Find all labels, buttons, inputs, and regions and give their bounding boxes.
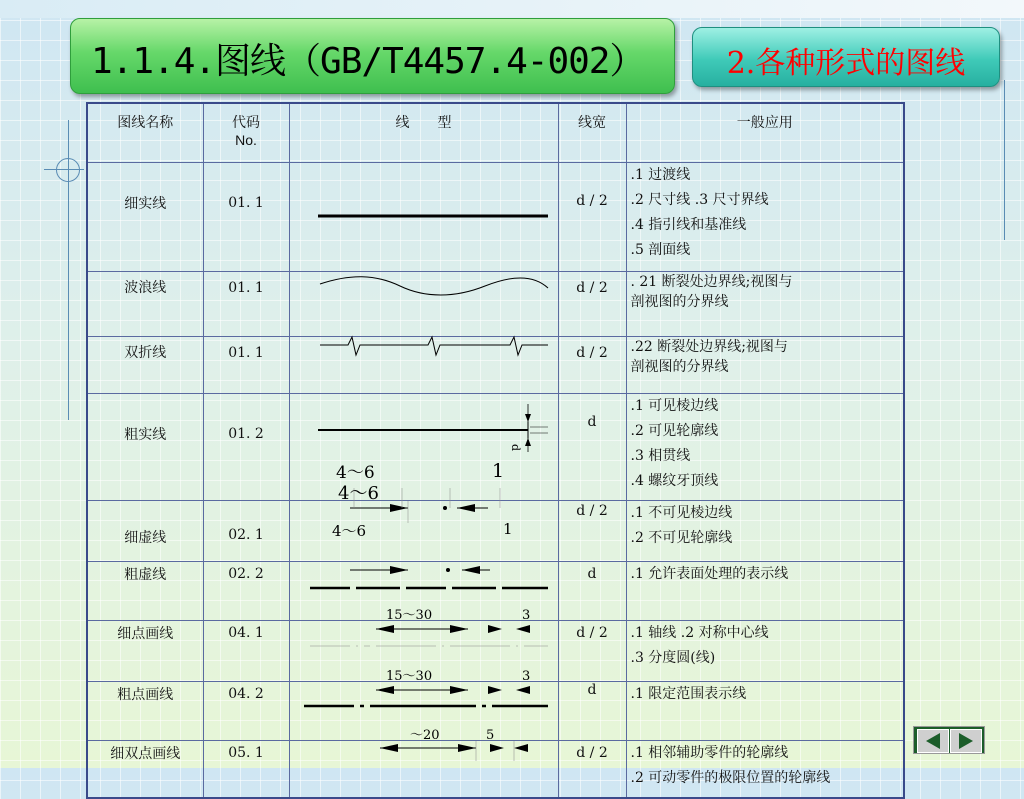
- row-width: d: [558, 682, 626, 741]
- app-line: .1 过渡线: [630, 167, 691, 183]
- wavy-line-sample: [290, 272, 558, 332]
- dot-length-label: 15～30: [385, 608, 432, 623]
- header-name: 图线名称: [87, 103, 203, 163]
- title-banner: [70, 18, 675, 94]
- row-width: d / 2: [558, 501, 626, 562]
- row-width: d: [558, 394, 626, 501]
- app-line: .1 限定范围表示线: [630, 686, 747, 702]
- dash-length-label-thin: 4～6: [336, 463, 375, 483]
- top-gradient-band: [0, 0, 1024, 18]
- app-line: .1 相邻辅助零件的轮廓线: [630, 745, 789, 761]
- table-row: [87, 562, 904, 621]
- row-app: [626, 682, 904, 741]
- table-row: [87, 394, 904, 501]
- line-types-table: [86, 102, 905, 799]
- header-row: [87, 103, 904, 163]
- row-app: [626, 621, 904, 682]
- row-code: 01. 1: [203, 272, 289, 337]
- row-width: d / 2: [558, 163, 626, 272]
- dash-length-label: 4～6: [337, 483, 379, 504]
- row-width: d / 2: [558, 621, 626, 682]
- dash-length-label-thick: 4～6: [332, 522, 367, 540]
- thick-solid-line-sample: [290, 394, 558, 496]
- row-app: [626, 272, 904, 337]
- row-code: 01. 2: [203, 394, 289, 501]
- thin-solid-line-sample: [290, 163, 558, 267]
- row-app: [626, 741, 904, 799]
- double-gap-label: 5: [485, 728, 494, 743]
- row-name: 波浪线: [87, 272, 203, 337]
- header-code-sub: No.: [235, 132, 257, 148]
- table-row: [87, 163, 904, 272]
- prev-slide-button[interactable]: [917, 729, 949, 753]
- row-code: 04. 1: [203, 621, 289, 682]
- subtitle-banner: [692, 27, 1000, 87]
- header-code: [203, 103, 289, 163]
- header-app: 一般应用: [626, 103, 904, 163]
- app-line: .1 允许表面处理的表示线: [630, 566, 789, 582]
- row-name: 粗虚线: [87, 562, 203, 621]
- header-type: 线 型: [289, 103, 558, 163]
- row-line-sample: [289, 483, 558, 562]
- thin-double-dash-dot-line-sample: [290, 728, 558, 793]
- table-row: [87, 501, 904, 562]
- table-row: [87, 682, 904, 741]
- app-line: .5 剖面线: [630, 242, 691, 258]
- decor-circle: [56, 158, 80, 182]
- row-code: 01. 1: [203, 337, 289, 394]
- triangle-right-icon: [951, 730, 981, 752]
- row-app: [626, 562, 904, 621]
- app-line: .2 可见轮廓线: [630, 423, 719, 439]
- decor-vertical-line-right: [1004, 80, 1005, 240]
- row-name: 双折线: [87, 337, 203, 394]
- row-line-sample: [289, 394, 558, 501]
- app-line: 剖视图的分界线: [630, 294, 729, 310]
- row-app: [626, 163, 904, 272]
- app-line: .2 不可见轮廓线: [630, 530, 733, 546]
- row-name: 粗点画线: [87, 682, 203, 741]
- dash-gap-label-thick: 1: [503, 520, 513, 538]
- triangle-left-icon: [918, 730, 948, 752]
- row-width: d / 2: [558, 741, 626, 799]
- app-line: .1 轴线 .2 对称中心线: [630, 625, 769, 641]
- row-line-sample: [289, 728, 558, 799]
- row-code: 04. 2: [203, 682, 289, 741]
- row-app: [626, 337, 904, 394]
- row-line-sample: [289, 272, 558, 337]
- thin-dashed-line-sample: [290, 483, 558, 557]
- row-width: d / 2: [558, 337, 626, 394]
- table-row: [87, 272, 904, 337]
- row-code: 05. 1: [203, 741, 289, 799]
- app-line: . 21 断裂处边界线;视图与: [630, 274, 793, 290]
- app-line: .3 分度圆(线): [630, 650, 716, 666]
- app-line: .1 不可见棱边线: [630, 505, 733, 521]
- app-line: .22 断裂处边界线;视图与: [630, 339, 788, 355]
- double-break-line-sample: [290, 337, 558, 389]
- row-name: 粗实线: [87, 394, 203, 501]
- dot-gap-label-2: 3: [521, 669, 530, 684]
- double-length-label: ～20: [409, 728, 440, 743]
- table-row: [87, 337, 904, 394]
- row-width: d: [558, 562, 626, 621]
- slide-nav: [913, 726, 985, 754]
- app-line: .2 可动零件的极限位置的轮廓线: [630, 770, 831, 786]
- row-code: 02. 1: [203, 501, 289, 562]
- row-name: 细实线: [87, 163, 203, 272]
- app-line: .2 尺寸线 .3 尺寸界线: [630, 192, 769, 208]
- app-line: 剖视图的分界线: [630, 359, 729, 375]
- row-line-sample: [289, 163, 558, 272]
- row-app: [626, 501, 904, 562]
- table-row: [87, 621, 904, 682]
- row-name: 细点画线: [87, 621, 203, 682]
- row-width: d / 2: [558, 272, 626, 337]
- row-name: 细虚线: [87, 501, 203, 562]
- row-code: 02. 2: [203, 562, 289, 621]
- dash-gap-label-thin: 1: [492, 460, 505, 482]
- slide-subtitle: 2.各种形式的图线: [726, 46, 966, 81]
- next-slide-button[interactable]: [950, 729, 982, 753]
- row-code: 01. 1: [203, 163, 289, 272]
- dot-length-label-2: 15～30: [385, 669, 432, 684]
- app-line: .4 指引线和基准线: [630, 217, 747, 233]
- app-line: .3 相贯线: [630, 448, 691, 464]
- row-app: [626, 394, 904, 501]
- header-width: 线宽: [558, 103, 626, 163]
- row-line-sample: [289, 337, 558, 394]
- table-row: [87, 741, 904, 799]
- slide-title: 1.1.4.图线（GB/T4457.4-002）: [91, 41, 645, 82]
- decor-horizontal-line: [44, 169, 84, 170]
- app-line: .4 螺纹牙顶线: [630, 473, 719, 489]
- header-code-label: 代码: [232, 115, 260, 131]
- row-name: 细双点画线: [87, 741, 203, 799]
- dot-gap-label: 3: [521, 608, 530, 623]
- app-line: .1 可见棱边线: [630, 398, 719, 414]
- thick-d-label: d: [508, 444, 522, 452]
